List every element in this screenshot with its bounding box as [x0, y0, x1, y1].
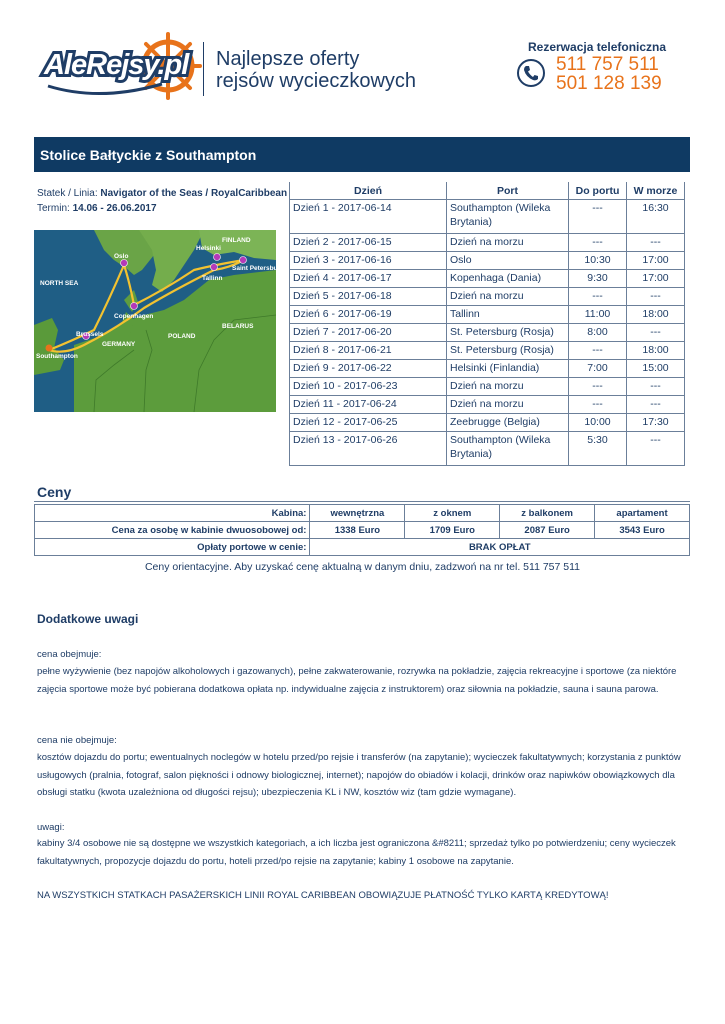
port-fee-row	[35, 539, 690, 556]
cabin-type: apartament	[595, 505, 690, 522]
itinerary-departure: ---	[627, 432, 685, 466]
itinerary-row	[290, 414, 685, 432]
price-label: Cena za osobę w kabinie dwuosobowej od:	[35, 522, 310, 539]
itinerary-departure: ---	[627, 396, 685, 414]
header-divider	[203, 42, 204, 96]
cabin-type: wewnętrzna	[310, 505, 405, 522]
itinerary-arrival: ---	[569, 378, 627, 396]
itinerary-port: Kopenhaga (Dania)	[447, 270, 569, 288]
itinerary-day: Dzień 5 - 2017-06-18	[290, 288, 447, 306]
ship-value: Navigator of the Seas / RoyalCaribbean	[100, 188, 288, 199]
phone-number-1[interactable]: 511 757 511	[556, 54, 659, 75]
itinerary-port: St. Petersburg (Rosja)	[447, 324, 569, 342]
itinerary-row	[290, 234, 685, 252]
itinerary-body	[290, 200, 685, 466]
itinerary-port: Southampton (Wileka Brytania)	[447, 432, 569, 466]
phone-number-2[interactable]: 501 128 139	[556, 73, 662, 94]
cruise-title: Stolice Bałtyckie z Southampton	[40, 147, 257, 163]
itinerary-departure: ---	[627, 324, 685, 342]
cabin-row	[35, 505, 690, 522]
itinerary-port: Dzień na morzu	[447, 234, 569, 252]
itinerary-departure: ---	[627, 234, 685, 252]
header-arrival: Do portu	[569, 182, 627, 200]
itinerary-header-row	[290, 182, 685, 200]
payment-warning: NA WSZYSTKICH STATKACH PASAŻERSKICH LINII ROYAL CARIBBEAN OBOWIĄZUJE PŁATNOŚĆ TYLKO KARTĄ KREDYTOWĄ!	[37, 890, 609, 901]
included-label: cena obejmuje:	[37, 649, 102, 660]
itinerary-port: Dzień na morzu	[447, 396, 569, 414]
price-value: 1338 Euro	[310, 522, 405, 539]
alerejsy-logo[interactable]	[40, 30, 200, 110]
itinerary-departure: 17:00	[627, 270, 685, 288]
itinerary-arrival: 8:00	[569, 324, 627, 342]
extra-notes-title: Dodatkowe uwagi	[37, 612, 139, 626]
remarks-text: kabiny 3/4 osobowe nie są dostępne we wszystkich kategoriach, a ich liczba jest ograniczona &#8211; sprzedaż tylko po potwierdzeniu; ceny wycieczek fakultatywnych, propozycje dojazdu do portu, hoteli przed/po rejsie na zapytanie; kabiny 1 osobowe na zapytanie.	[37, 838, 676, 867]
itinerary-row	[290, 288, 685, 306]
term-info	[37, 203, 157, 214]
excluded-text: kosztów dojazdu do portu; ewentualnych noclegów w hotelu przed/po rejsie i transferów (na zapytanie); wycieczek fakultatywnych; korzystania z punktów usługowych (pralnia, fotograf, salon piękności i odnowy biologicznej, internet); napojów do obiadów i kolacji, drinków oraz napiwków obowiązkowych dla obsługi statku (kwota uzależniona od długości rejsu); ubezpieczenia KL i NW, kosztów wiz (tam gdzie wymagane).	[37, 752, 681, 798]
itinerary-day: Dzień 13 - 2017-06-26	[290, 432, 447, 466]
port-fee-label: Opłaty portowe w cenie:	[35, 539, 310, 556]
itinerary-arrival: ---	[569, 396, 627, 414]
map-label-poland: POLAND	[168, 333, 196, 340]
tagline-line2: rejsów wycieczkowych	[216, 70, 417, 92]
map-label-north-sea: NORTH SEA	[40, 280, 79, 287]
itinerary-day: Dzień 8 - 2017-06-21	[290, 342, 447, 360]
itinerary-row	[290, 342, 685, 360]
itinerary-arrival: ---	[569, 234, 627, 252]
tagline-line1: Najlepsze oferty	[216, 48, 360, 70]
header-port: Port	[447, 182, 569, 200]
included-text: pełne wyżywienie (bez napojów alkoholowych i gazowanych), pełne zakwaterowanie, rozrywka na pokładzie, zajęcia rekreacyjne i sportowe (za niektóre zajęcia sportowe może być pobierana dodatkowa opłata np. indywidualne zajęcia z instruktorem) oraz siłownia na pokładzie, sauna i sauna parowa.	[37, 666, 677, 695]
price-note: Ceny orientacyjne. Aby uzyskać cenę aktualną w danym dniu, zadzwoń na nr tel. 511 757 511	[144, 561, 581, 573]
itinerary-port: Oslo	[447, 252, 569, 270]
itinerary-arrival: 7:00	[569, 360, 627, 378]
cabin-label: Kabina:	[35, 505, 310, 522]
itinerary-port: St. Petersburg (Rosja)	[447, 342, 569, 360]
map-label-saint-petersburg: Saint Petersburg	[232, 265, 285, 272]
itinerary-port: Dzień na morzu	[447, 378, 569, 396]
logo-text: AleRejsy.pl	[44, 49, 189, 81]
port-fee-value: BRAK OPŁAT	[310, 539, 690, 556]
itinerary-day: Dzień 12 - 2017-06-25	[290, 414, 447, 432]
ship-label: Statek / Linia:	[37, 188, 98, 199]
map-label-helsinki: Helsinki	[196, 245, 221, 252]
header-departure: W morze	[627, 182, 685, 200]
itinerary-departure: 16:30	[627, 200, 685, 234]
itinerary-departure: ---	[627, 288, 685, 306]
itinerary-port: Tallinn	[447, 306, 569, 324]
itinerary-departure: 18:00	[627, 342, 685, 360]
itinerary-row	[290, 396, 685, 414]
itinerary-row	[290, 252, 685, 270]
map-label-brussels: Brussels	[76, 331, 104, 338]
itinerary-row	[290, 378, 685, 396]
itinerary-arrival: 9:30	[569, 270, 627, 288]
itinerary-row	[290, 270, 685, 288]
itinerary-departure: ---	[627, 378, 685, 396]
itinerary-day: Dzień 7 - 2017-06-20	[290, 324, 447, 342]
map-label-southampton: Southampton	[36, 353, 78, 360]
itinerary-arrival: ---	[569, 200, 627, 234]
itinerary-day: Dzień 2 - 2017-06-15	[290, 234, 447, 252]
reservation-title: Rezerwacja telefoniczna	[528, 40, 667, 54]
itinerary-port: Zeebrugge (Belgia)	[447, 414, 569, 432]
itinerary-port: Helsinki (Finlandia)	[447, 360, 569, 378]
itinerary-departure: 15:00	[627, 360, 685, 378]
prices-title: Ceny	[37, 484, 72, 500]
itinerary-day: Dzień 4 - 2017-06-17	[290, 270, 447, 288]
route-map	[34, 230, 285, 412]
cabin-type: z oknem	[405, 505, 500, 522]
remarks-label: uwagi:	[37, 822, 65, 833]
itinerary-arrival: 5:30	[569, 432, 627, 466]
prices-table	[34, 504, 690, 556]
itinerary-day: Dzień 9 - 2017-06-22	[290, 360, 447, 378]
itinerary-row	[290, 200, 685, 234]
itinerary-table	[289, 182, 685, 466]
itinerary-day: Dzień 6 - 2017-06-19	[290, 306, 447, 324]
itinerary-day: Dzień 10 - 2017-06-23	[290, 378, 447, 396]
map-label-belarus: BELARUS	[222, 323, 254, 330]
itinerary-row	[290, 324, 685, 342]
term-value: 14.06 - 26.06.2017	[72, 203, 157, 214]
itinerary-departure: 18:00	[627, 306, 685, 324]
header-day: Dzień	[290, 182, 447, 200]
itinerary-arrival: ---	[569, 288, 627, 306]
itinerary-day: Dzień 11 - 2017-06-24	[290, 396, 447, 414]
phone-icon	[516, 58, 546, 88]
cabin-type: z balkonem	[500, 505, 595, 522]
term-label: Termin:	[37, 203, 70, 214]
itinerary-row	[290, 360, 685, 378]
price-row	[35, 522, 690, 539]
itinerary-arrival: 10:00	[569, 414, 627, 432]
map-label-oslo: Oslo	[114, 253, 129, 260]
ship-info	[37, 188, 287, 199]
itinerary-row	[290, 306, 685, 324]
itinerary-arrival: 10:30	[569, 252, 627, 270]
itinerary-departure: 17:00	[627, 252, 685, 270]
itinerary-day: Dzień 3 - 2017-06-16	[290, 252, 447, 270]
itinerary-arrival: 11:00	[569, 306, 627, 324]
price-value: 3543 Euro	[595, 522, 690, 539]
itinerary-row	[290, 432, 685, 466]
price-value: 1709 Euro	[405, 522, 500, 539]
prices-divider	[34, 501, 690, 502]
price-value: 2087 Euro	[500, 522, 595, 539]
map-label-germany: GERMANY	[102, 341, 136, 348]
map-label-copenhagen: Copenhagen	[114, 313, 154, 320]
excluded-label: cena nie obejmuje:	[37, 735, 117, 746]
itinerary-departure: 17:30	[627, 414, 685, 432]
tagline	[216, 48, 416, 92]
itinerary-arrival: ---	[569, 342, 627, 360]
itinerary-port: Southampton (Wileka Brytania)	[447, 200, 569, 234]
map-label-finland: FINLAND	[222, 237, 251, 244]
itinerary-port: Dzień na morzu	[447, 288, 569, 306]
itinerary-day: Dzień 1 - 2017-06-14	[290, 200, 447, 234]
map-label-tallinn: Tallinn	[202, 275, 223, 282]
